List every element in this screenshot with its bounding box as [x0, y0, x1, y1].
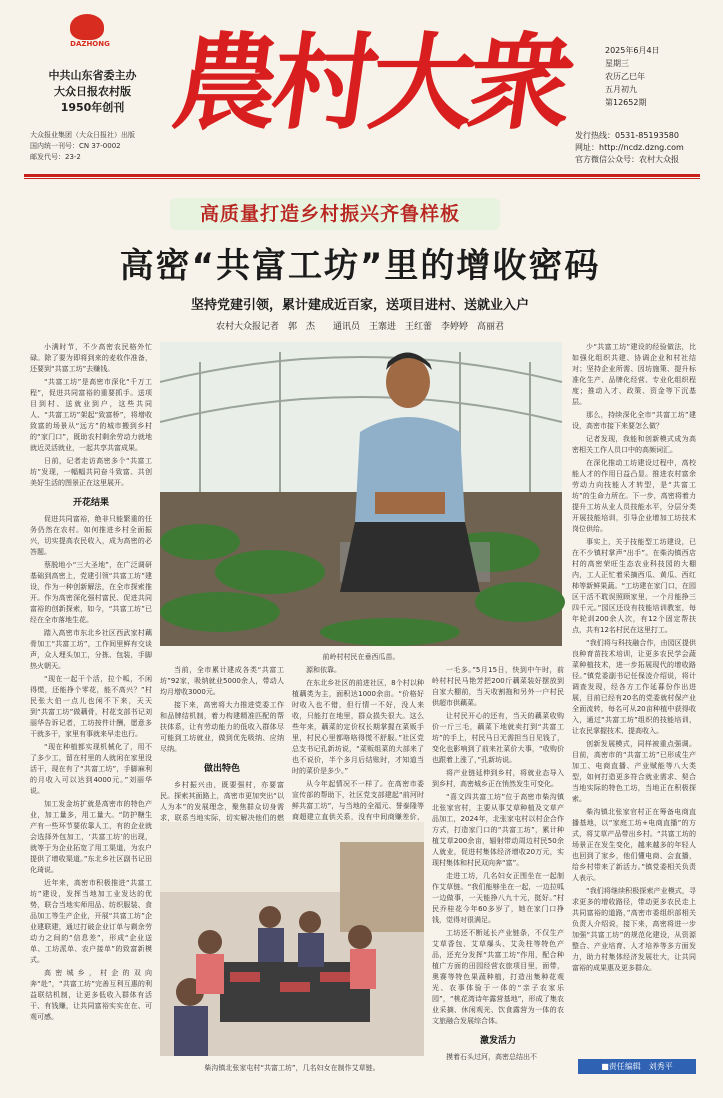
banner-text: 高质量打造乡村振兴齐鲁样板 [200, 203, 461, 225]
paragraph: 接下来，高密将大力推进党委工作和品牌结机制，着力构建精准匹配的帮扶体系，让有劳动能力的低收入群体尽可能到工坊就业，做到优先吸纳、应纳尽纳。 [160, 701, 284, 753]
paragraph: 工坊还不断延长产业链条，不仅生产艾草香包、艾草爆头、艾灸柱等特色产品，还充分发挥“共富工坊”作用，配合种植广方面的田园经营农旅项目里，面带，奥赛等特色果蔬种植，打造出集种花观光、农事体验于一体的“亲子农家乐园”，“桃花湾诗年露营基地”，形成了集农业采摘、休闲观光、饮食露营为一体的农文旅融合发展综合体。 [432, 929, 564, 1025]
paragraph: “喜文四共富工坊”位于高密市柴沟镇北张家官村，主要从事艾草种植及文草产品加工，2024年，北张家屯村以村企合作方式，打造家门口的“共富工坊”，累计种植艾草200余亩，辐射带动周边村民50余人就业，促进村集体经济增收20万元，实现村集体和村民双向奔“富”。 [432, 793, 564, 867]
article-byline: 农村大众报记者 郭 杰 通讯员 王寨进 王红蕾 李婷婷 高丽君 [215, 322, 504, 332]
publisher-line: 中共山东省委主办 [48, 69, 137, 82]
section-heading: 做出特色 [203, 764, 240, 774]
contact-block [575, 130, 715, 166]
paragraph: “共富工坊”是高密市深化“千万工程”，促进共同富裕的重要抓手。送项目到村、送就业到户，这些共同人、“共富工坊”架起“致富桥”，将增收致富的场景从“远方”的城市搬到乡村的“家门口”，既助农村剩余劳动力就地就近灵活就业，一起共享共富成果。 [30, 378, 152, 452]
paragraph: 柴沟镇北张家官村正在筹备电商直播基地，以“家庭工坊+电商直播”的方式，将艾草产品带出乡村。“共富工坊的场景正在发生变化，越来越多的年轻人也回到了家乡，他们懂电商、会直播，给乡村带来了新活力。”镇党委相关负责人表示。 [572, 808, 696, 882]
article-column-5 [572, 342, 696, 1052]
paragraph: 促进共同富裕，绝非只能繁重的任务仍然在农村。如何推进乡村全面振兴，切实提高农民收入，成为高密的必答题。 [30, 515, 152, 556]
section-heading: 激发活力 [479, 1036, 516, 1046]
paragraph: 源和依靠。 [306, 666, 341, 674]
paragraph: 让村民开心的还有，当天的藕菜收购价一斤三毛，藕菜下地就卖打到“共富工坊”的手上，村民马日无需担当日见钱了，变化也影响到了前来社菜价大事，“收购价也跟着上涨了，”孔新坊说。 [432, 712, 564, 764]
paragraph: “我们将继续积极探索产业模式，寻求更多的增收路径，带动更多农民走上共同富裕的道路，”高密市委组织部相关负责人介绍说，接下来，高密将进一步加强“共富工坊”的规范化建设，从资源整合、产业培育、人才培养等多方面发力，助力村集体经济发展壮大，让共同富裕的成果惠及更多群众。 [572, 887, 696, 972]
paragraph: 在深化推动工坊建设过程中，高校能人才的作用日益凸显。推进农村富余劳动力向技能人才转型，是“共富工坊”的生命力所在。下一步，高密将着力提升工坊从业人员技能水平，分层分类开展技能培训，引导企业增加工坊技术岗位供给。 [572, 459, 696, 533]
masthead-rule [24, 174, 700, 177]
masthead-rule-thin [24, 178, 700, 179]
paragraph: 高密城乡，村企的双向奔“赴”，“共富工坊”完善互利互惠的利益联结机制，让更多低收入群体有活干、有钱赚，让共同富裕实实在在、可观可感。 [30, 969, 152, 1021]
paragraph: 走进工坊，几名妇女正围坐在一起制作艾草链。“我们能够坐在一起，一边拉呱一边做事，一天能挣八九十元，挺好。”村民乔桂花今年60多岁了，她在家门口挣钱，觉得对很满足。 [432, 872, 564, 924]
pub-info-line: 邮发代号：23-2 [30, 153, 81, 161]
date-line: 第12652期 [605, 98, 647, 107]
contact-link[interactable]: 网址：http://ncdz.dzng.com [575, 143, 684, 152]
paragraph: 记者发现，我能和创新模式成为高密相关工作人员口中的高频词汇。 [572, 435, 696, 454]
farmer-greenhouse-photo [160, 342, 562, 646]
paragraph: 一毛多。”5月15日，快到中午时，前岭村村民马艳芳把200斤藕菜装好摆放到自家大棚前，当天收割拖和另外一户村民供超市供藕菜。 [432, 666, 564, 707]
publisher-line: 大众日报农村版 [54, 85, 131, 98]
paper-title: 農村大衆 [166, 21, 576, 144]
date-line: 五月初九 [605, 85, 637, 94]
paragraph: “现在种植都实现机械化了，用不了多少工，留在村里的人就闲在家里没活干，现在有了“共富工坊”，手脚麻利的月收入可以达到4000元。”刘丽华说。 [30, 743, 152, 795]
paragraph: 踏入高密市东北乡社区西武家村藕骨加工“共富工坊”，工作间里鲜有交谈声，众人埋头加工，分拣、包装，手脚热火朝天。 [30, 629, 152, 670]
contact-line: 官方微信公众号：农村大众报 [575, 155, 679, 164]
women-crafting-photo [160, 822, 424, 1056]
paragraph: 事实上，关于技能型工坊建设，已在不少镇村掌声“出手”。在柴沟镇西店村的高密荣旺生态农业科技园的大棚内，工人正忙着采摘西瓜、黄瓜、西红柿等新鲜果蔬。“工坊建在家门口，在园区干活不耽误照顾家里，一个月能挣三四千元。”园区还设有技能培训教室，每年轮训200余人次，有12个固定帮扶点，共有12名村民在这里打工。 [572, 538, 696, 634]
photo-caption: 柴沟镇北张家屯村“共富工坊”，几名妇女在制作艾草链。 [204, 1064, 380, 1072]
paragraph: “现在一起干个活，拉个呱，不闲得慌，还能挣个零花，能不高兴？”村民张大伯一点儿也闲不下来，天天到“共富工坊”做藕骨，村花支部书记刘丽华告诉记者，工坊按件计酬，愿意多干就多干，家里有事就来早走也行。 [30, 675, 152, 738]
date-line: 农历乙巳年 [605, 72, 645, 81]
paragraph: 那么，持续深化全市“共富工坊”建设，高密市接下来要怎么做？ [572, 411, 696, 430]
paragraph: 将产业链延伸到乡村，将就业态导入到乡村，高密城乡正在悄然发生可变化。 [432, 769, 564, 788]
paragraph: 从今年起情况不一样了。在高密市委宣传部的帮助下，社区党支部建起“前河时鲜共富工坊”，与当地的全福元、誉泰隆等商超建立直供关系，没有中间商赚差价， [292, 780, 424, 821]
date-line: 星期三 [605, 59, 629, 68]
publication-info [30, 130, 160, 163]
paragraph: 加工发金坊扩就是高密市的特色产业，加工量多，用工量大。“防护糖生产有一些环节要依靠人工，有的企业就会选择外包加工，‘共富工坊’的出现，就等于为企业拓宽了用工渠道，为农户提供了增收渠道。”东北乡社区副书记田化琦说。 [30, 800, 152, 874]
dazhong-logo-icon [70, 14, 104, 40]
paragraph: 近年来，高密市积极推进“共富工坊”建设，发挥当地加工业发达的优势，联合当地实师用品、纺织服装、食品加工等生产企业，开展“共富工坊”企业建联建，通过打破企业订单与剩余劳动力之间的“信息差”，形成“企业送单、工坊派单、农户接单”的致富新模式。 [30, 879, 152, 964]
logo-text: DAZHONG [70, 40, 110, 48]
paragraph: 蔡脱地小“三大圣地”，在广泛调研基础到高密上，党建引领“共富工坊”建设，作为一种创新解法，在全市探索推开。作为高密深化强村富民、促进共同富裕的创新探索，如今，“共富工坊”已经在全市落地生花。 [30, 561, 152, 624]
pub-info-line: 大众报业集团（大众日报社）出版 [30, 131, 135, 139]
article-subhead: 坚持党建引领，累计建成近百家，送项目进村、送就业入户 [190, 298, 529, 313]
date-block [605, 44, 685, 109]
contact-line: 发行热线：0531-85193580 [575, 131, 679, 140]
article-column-2 [160, 665, 284, 822]
paragraph: 在东北乡社区的前进社区，8个村以种植藕类为主，面积达1000余亩。“价格好时收入也不错，但行情一不好，没人来收，只能打在地里，群众损失很大。这么些年来，藕菜的定价权长期掌握在菜贩手里，村民心里都咯咯得慌不舒服。”社区党总支书记孔新坊说，“菜贩组菜的大部来了也不说价，半个多月后结账时，才知道当时的菜价是多少。” [292, 679, 424, 775]
article-column-4 [432, 665, 564, 1077]
paragraph: 创新发展模式，同样被重点强调。目前，高密市的“共富工坊”已形成生产加工、电商直播、产业赋能等八大类型，如何打造更多符合就业需求、契合当地实际的特色工坊，当地正在积极探索。 [572, 740, 696, 803]
paragraph: 乡村振兴由，既要强村，亦要富民。探索其面路上，高密市更加突出“以人为本”的发展理念，聚焦群众切身需求，联系当地实际，切实解决他们的燃 [160, 781, 284, 822]
paragraph: 小满时节，不少高密农民格外忙碌。除了要为即将到来的麦收作准备，还要到“共富工坊”去赚钱。 [30, 343, 152, 373]
article-column-1 [30, 342, 152, 1070]
publisher-line: 1950年创刊 [60, 101, 125, 114]
photo-caption: 前岭村村民在垂西瓜苗。 [322, 653, 400, 661]
article-column-3 [292, 665, 424, 821]
pub-info-line: 国内统一刊号：CN 37-0002 [30, 142, 121, 150]
paragraph: 少“共富工坊”建设的经验做法，比如强化组织共建、协调企业和村社结对；坚持企业所需、因坊施策、提升标准化生产、品牌化经营、专业化组织程度；推动入才、政策、资金等下沉基层。 [572, 343, 696, 406]
paragraph: 摸着石头过河，高密总结出不 [446, 1053, 537, 1061]
paragraph: 日前，记者走访高密多个“共富工坊”发现，一幅幅共同奋斗致富、共创美好生活的图景正在这里展开。 [30, 457, 152, 487]
section-heading: 开花结果 [72, 498, 109, 508]
paragraph: “我们将与科技融合作，由园区提供良种育苗技术培训，让更多农民学会蔬菜种植技术，进一步拓展现代的增收路径。”镇党委副书记任保凌介绍说，将计调查发现，经各方工作延暮份作出进展，目前已经有20名的党委就村保产业全面流转，每名可从20亩种植中获得收入，通过“共富工坊”组织的技能培训，让农民掌握技术、提高收入。 [572, 639, 696, 735]
publisher-lines [30, 68, 155, 116]
article-headline: 高密“共富工坊”里的增收密码 [119, 246, 601, 286]
paragraph: 当前，全市累计建成各类“共富工坊”92家，吸纳就业5000余人，带动人均月增收3000元。 [160, 666, 284, 696]
date-line: 2025年6月4日 [605, 46, 660, 55]
responsible-editor-label: ■责任编辑 刘秀平 [578, 1059, 696, 1074]
